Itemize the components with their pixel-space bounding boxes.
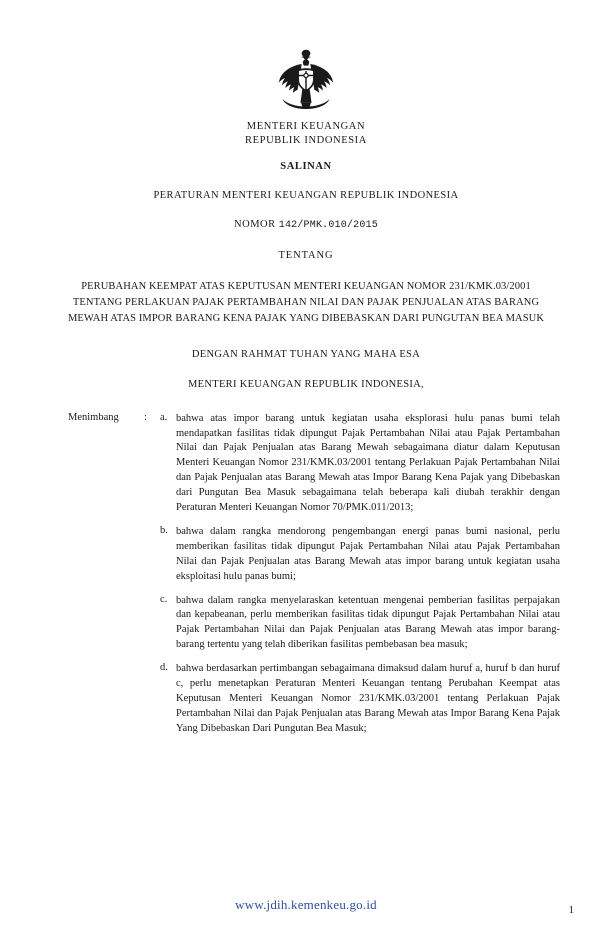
tentang-label: TENTANG: [278, 250, 334, 262]
regulation-subject: PERUBAHAN KEEMPAT ATAS KEPUTUSAN MENTERI KEUANGAN NOMOR 231/KMK.03/2001 TENTANG PERLAKUAN PAJAK PERTAMBAHAN NILAI DAN PAJAK PENJUALAN ATAS BARANG MEWAH ATAS IMPOR BARANG KENA PAJAK YANG DIBEBASKAN DARI PUNGUTAN BEA MASUK: [67, 281, 545, 324]
clause-item: [160, 412, 560, 516]
nomor-label: NOMOR: [234, 219, 276, 231]
garuda-pancasila-emblem: [269, 46, 343, 114]
clause-item: [160, 594, 560, 654]
clause-text: bahwa atas impor barang untuk kegiatan usaha eksplorasi hulu panas bumi telah mendapatkan fasilitas tidak dipungut Pajak Pertambahan Nilai atau Pajak Pertambahan Nilai dan Pajak Penjualan atas Barang Mewah sebagaimana diatur dalam Keputusan Menteri Keuangan Nomor 231/KMK.03/2001 tentang Perlakuan Pajak Pertambahan Nilai dan Pajak Penjualan atas Barang Mewah atas Impor Barang Kena Pajak yang Dibebaskan dari Pungutan Bea Masuk sebagaimana telah beberapa kali diubah terakhir dengan Peraturan Menteri Keuangan Nomor 70/PMK.011/2013;: [176, 412, 560, 514]
clause-text: bahwa dalam rangka menyelaraskan ketentuan mengenai pemberian fasilitas perpajakan dan kepabeanan, perlu memberikan fasilitas tidak dipungut Pajak Pertambahan Nilai atau Pajak Pertambahan Nilai dan Pajak Penjualan atas Barang Mewah atas impor barang-barang tertentu yang telah diberikan fasilitas pembebasan bea masuk;: [176, 594, 560, 651]
clause-marker: a.: [160, 411, 168, 423]
ministry-line-2: REPUBLIK INDONESIA: [245, 135, 367, 147]
considering-clauses: [160, 412, 560, 746]
considering-section: [52, 412, 560, 746]
dengan-rahmat-line: DENGAN RAHMAT TUHAN YANG MAHA ESA: [191, 348, 421, 360]
clause-marker: d.: [160, 662, 168, 674]
page-number: 1: [568, 904, 574, 916]
ministry-heading: [52, 120, 560, 148]
footer: [0, 896, 612, 914]
regulation-title: PERATURAN MENTERI KEUANGAN REPUBLIK INDONESIA: [153, 190, 459, 202]
clause-text: bahwa berdasarkan pertimbangan sebagaimana dimaksud dalam huruf a, huruf b dan huruf c, perlu menetapkan Peraturan Menteri Keuangan tentang Perubahan Keempat atas Keputusan Menteri Keuangan Nomor 231/KMK.03/2001 tentang Perlakuan Pajak Pertambahan Nilai dan Pajak Penjualan atas Barang Mewah atas Impor Barang Kena Pajak Yang Dibebaskan Dari Pungutan Bea Masuk;: [176, 663, 560, 734]
ministry-line-1: MENTERI KEUANGAN: [246, 121, 366, 132]
clause-item: [160, 525, 560, 585]
considering-label: Menimbang: [68, 411, 119, 423]
salinan-label: SALINAN: [280, 161, 332, 173]
emblem-container: [52, 46, 560, 114]
considering-colon: :: [144, 411, 147, 423]
nomor-value: 142/PMK.010/2015: [278, 220, 378, 232]
jdih-website-link[interactable]: www.jdih.kemenkeu.go.id: [235, 897, 377, 912]
clause-text: bahwa dalam rangka mendorong pengembangan energi panas bumi nasional, perlu memberikan fasilitas tidak dipungut Pajak Pertambahan Nilai atau Pajak Pertambahan Nilai dan Pajak Penjualan atas Barang Mewah atas impor barang untuk kegiatan usaha eksploitasi hulu panas bumi;: [176, 525, 560, 582]
clause-item: [160, 662, 560, 737]
minister-line: MENTERI KEUANGAN REPUBLIK INDONESIA,: [188, 378, 424, 390]
regulation-number-line: [52, 219, 560, 231]
clause-marker: b.: [160, 524, 168, 536]
clause-marker: c.: [160, 593, 168, 605]
